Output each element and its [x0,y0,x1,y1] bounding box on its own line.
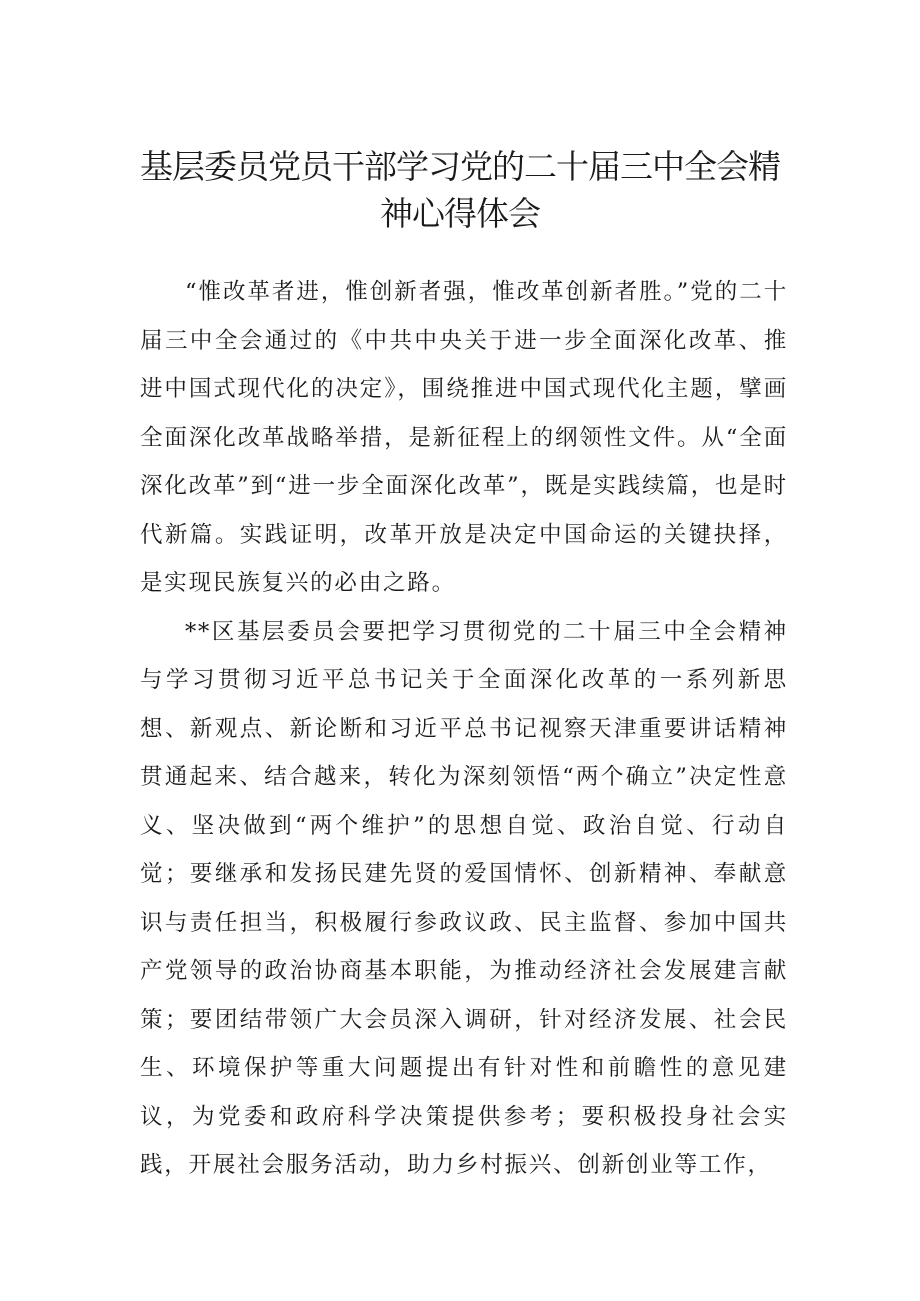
document-title [130,143,790,237]
document-body [140,268,788,1190]
paragraph-2: **区基层委员会要把学习贯彻党的二十届三中全会精神与学习贯彻习近平总书记关于全面深化改革的一系列新思想、新观点、新论断和习近平总书记视察天津重要讲话精神贯通起来、结合越来，转化为深刻领悟“两个确立”决定性意义、坚决做到“两个维护”的思想自觉、政治自觉、行动自觉；要继承和发扬民建先贤的爱国情怀、创新精神、奉献意识与责任担当，积极履行参政议政、民主监督、参加中国共产党领导的政治协商基本职能，为推动经济社会发展建言献策；要团结带领广大会员深入调研，针对经济发展、社会民生、环境保护等重大问题提出有针对性和前瞻性的意见建议，为党委和政府科学决策提供参考；要积极投身社会实践，开展社会服务活动，助力乡村振兴、创新创业等工作， [140,618,788,1178]
paragraph-1: “惟改革者进，惟创新者强，惟改革创新者胜。”党的二十届三中全会通过的《中共中央关于进一步全面深化改革、推进中国式现代化的决定》，围绕推进中国式现代化主题，擘画全面深化改革战略举措，是新征程上的纲领性文件。从“全面深化改革”到“进一步全面深化改革”，既是实践续篇，也是时代新篇。实践证明，改革开放是决定中国命运的关键抉择，是实现民族复兴的必由之路。 [140,279,788,596]
title-line-1: 基层委员党员干部学习党的二十届三中全会精 [140,147,780,186]
title-line-2: 神心得体会 [380,194,540,233]
